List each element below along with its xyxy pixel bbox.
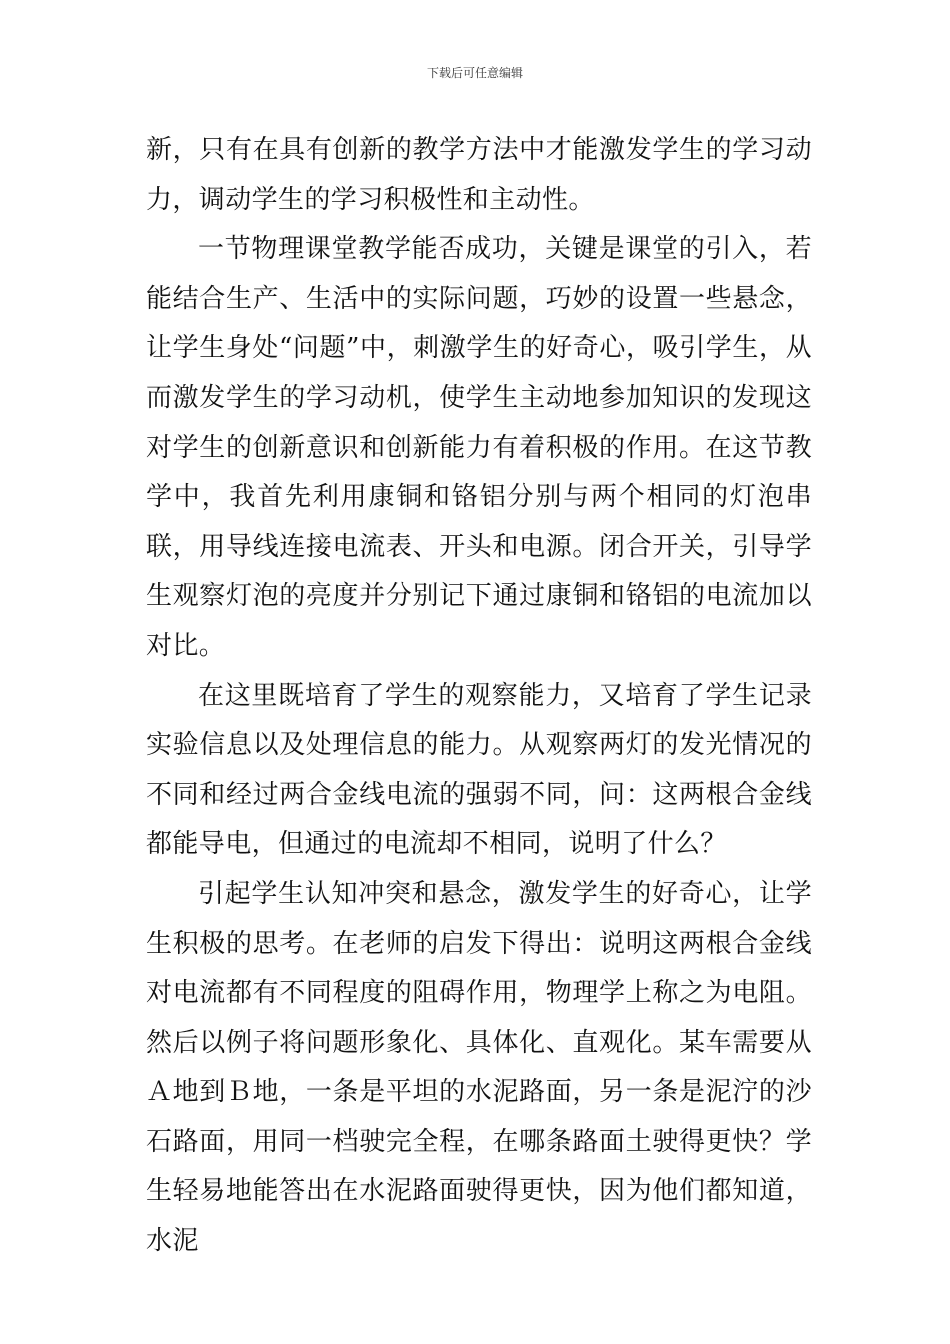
paragraph-2: 一节物理课堂教学能否成功，关键是课堂的引入，若能结合生产、生活中的实际问题，巧妙的设置一些悬念，让学生身处“问题”中，刺激学生的好奇心，吸引学生，从而激发学生的学习动机，使学生主动地参加知识的发现这对学生的创新意识和创新能力有着积极的作用。在这节教学中，我首先利用康铜和铬铝分别与两个相同的灯泡串联，用导线连接电流表、开头和电源。闭合开关，引导学生观察灯泡的亮度并分别记下通过康铜和铬铝的电流加以对比。 xyxy=(146,234,812,661)
paragraph-4: 引起学生认知冲突和悬念，激发学生的好奇心，让学生积极的思考。在老师的启发下得出：说明这两根合金线对电流都有不同程度的阻碍作用，物理学上称之为电阻。然后以例子将问题形象化、具体化、直观化。某车需要从Ａ地到Ｂ地，一条是平坦的水泥路面，另一条是泥泞的沙石路面，用同一档驶完全程，在哪条路面土驶得更快？学生轻易地能答出在水泥路面驶得更快，因为他们都知道，水泥 xyxy=(146,878,812,1257)
paragraph-3: 在这里既培育了学生的观察能力，又培育了学生记录实验信息以及处理信息的能力。从观察两灯的发光情况的不同和经过两合金线电流的强弱不同，问：这两根合金线都能导电，但通过的电流却不相同，说明了什么？ xyxy=(146,680,812,860)
body-text xyxy=(146,126,812,1267)
page-header: 下载后可任意编辑 xyxy=(426,66,523,80)
paragraph-1: 新，只有在具有创新的教学方法中才能激发学生的学习动力，调动学生的学习积极性和主动性。 xyxy=(146,135,812,215)
